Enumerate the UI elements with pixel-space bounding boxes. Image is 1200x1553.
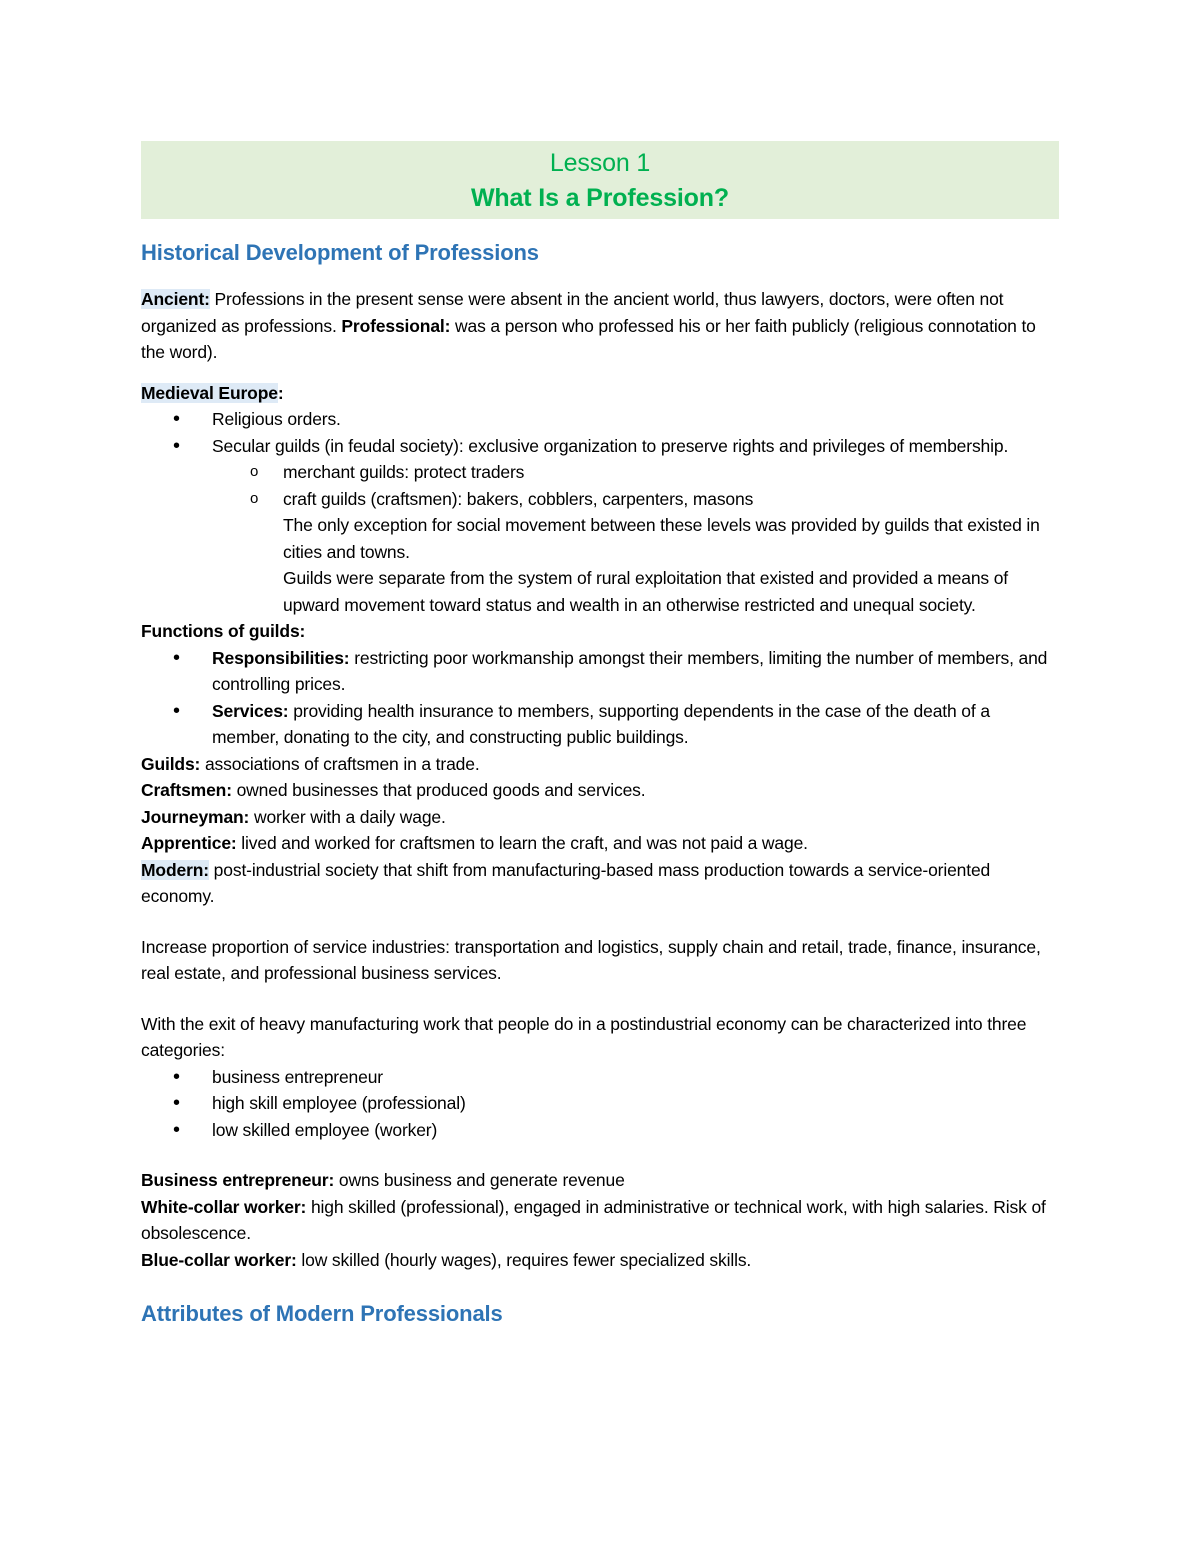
title-box [141, 141, 1059, 219]
guild-note-1: The only exception for social movement between these levels was provided by guilds that existed in cities and towns. [283, 515, 1040, 562]
item-text: providing health insurance to members, supporting dependents in the case of the death of a member, donating to the city, and constructing public buildings. [212, 700, 990, 747]
definition-journeyman [141, 804, 1059, 831]
document-body [141, 141, 1059, 1329]
worker-white-collar [141, 1194, 1059, 1247]
list-item: • business entrepreneur [141, 1064, 1059, 1091]
guild-note-2: Guilds were separate from the system of rural exploitation that existed and provided a means of upward movement toward status and wealth in an otherwise restricted and unequal society. [283, 568, 1009, 615]
definition-label: Craftsmen: [141, 780, 232, 800]
lesson-number: Lesson 1 [549, 149, 651, 177]
list-item: • Religious orders. [141, 406, 1059, 433]
list-item: • low skilled employee (worker) [141, 1117, 1059, 1144]
worker-text: owns business and generate revenue [334, 1170, 625, 1190]
list-item: o craft guilds (craftsmen): bakers, cobblers, carpenters, masons [141, 486, 1059, 513]
worker-label: Blue-collar worker: [141, 1249, 297, 1270]
worker-blue-collar [141, 1247, 1059, 1274]
worker-text: low skilled (hourly wages), requires fewer specialized skills. [296, 1249, 752, 1270]
professional-text: was a person who professed his or her faith publicly (religious connotation to the word). [141, 315, 1036, 362]
categories-list [141, 1064, 1059, 1144]
functions-heading [141, 618, 1059, 645]
medieval-label: Medieval Europe [141, 382, 278, 403]
worker-business [141, 1167, 1059, 1194]
ancient-text: Professions in the present sense were absent in the ancient world, thus lawyers, doctors, were often not organized as professions. [141, 289, 1004, 336]
professional-label: Professional: [341, 315, 451, 336]
ancient-label: Ancient: [141, 289, 210, 309]
medieval-heading [141, 380, 1059, 407]
medieval-list [141, 406, 1059, 459]
functions-label: Functions of guilds: [141, 621, 306, 641]
definition-label: Apprentice: [141, 833, 237, 853]
ancient-paragraph [141, 286, 1059, 366]
increase-paragraph: Increase proportion of service industries: transportation and logistics, supply chain and retail, trade, finance, insurance, real estate, and professional business services. [141, 936, 1041, 983]
exit-paragraph: With the exit of heavy manufacturing work that people do in a postindustrial economy can be characterized into three categories: [141, 1013, 1027, 1060]
section-heading-attributes: Attributes of Modern Professionals [141, 1301, 503, 1326]
definition-label: Guilds: [141, 753, 201, 774]
functions-list [141, 645, 1059, 751]
lesson-title: What Is a Profession? [470, 184, 729, 212]
medieval-colon: : [277, 382, 284, 403]
definition-guilds [141, 751, 1059, 778]
definition-text: owned businesses that produced goods and services. [231, 780, 646, 800]
modern-paragraph [141, 857, 1059, 910]
worker-label: Business entrepreneur: [141, 1170, 335, 1190]
worker-label: White-collar worker: [141, 1196, 307, 1217]
item-label: Responsibilities: [212, 647, 350, 668]
list-item: • high skill employee (professional) [141, 1090, 1059, 1117]
item-label: Services: [212, 700, 289, 721]
item-text: restricting poor workmanship amongst their members, limiting the number of members, and controlling prices. [212, 647, 1048, 694]
definition-apprentice [141, 830, 1059, 857]
section-heading-historical: Historical Development of Professions [141, 240, 539, 265]
definition-craftsmen [141, 777, 1059, 804]
list-item [141, 698, 1059, 751]
definition-text: worker with a daily wage. [249, 806, 446, 827]
list-item [141, 645, 1059, 698]
worker-text: high skilled (professional), engaged in administrative or technical work, with high salaries. Risk of obsolescence. [141, 1196, 1046, 1243]
list-item: o merchant guilds: protect traders [141, 459, 1059, 486]
modern-text: post-industrial society that shift from manufacturing-based mass production towards a service-oriented economy. [141, 859, 991, 906]
definition-label: Journeyman: [141, 806, 250, 827]
list-item: • Secular guilds (in feudal society): exclusive organization to preserve rights and privileges of membership. [141, 433, 1059, 460]
definition-text: associations of craftsmen in a trade. [200, 753, 480, 774]
guild-types-list [141, 459, 1059, 512]
definition-text: lived and worked for craftsmen to learn the craft, and was not paid a wage. [236, 833, 808, 853]
modern-label: Modern: [141, 859, 209, 880]
